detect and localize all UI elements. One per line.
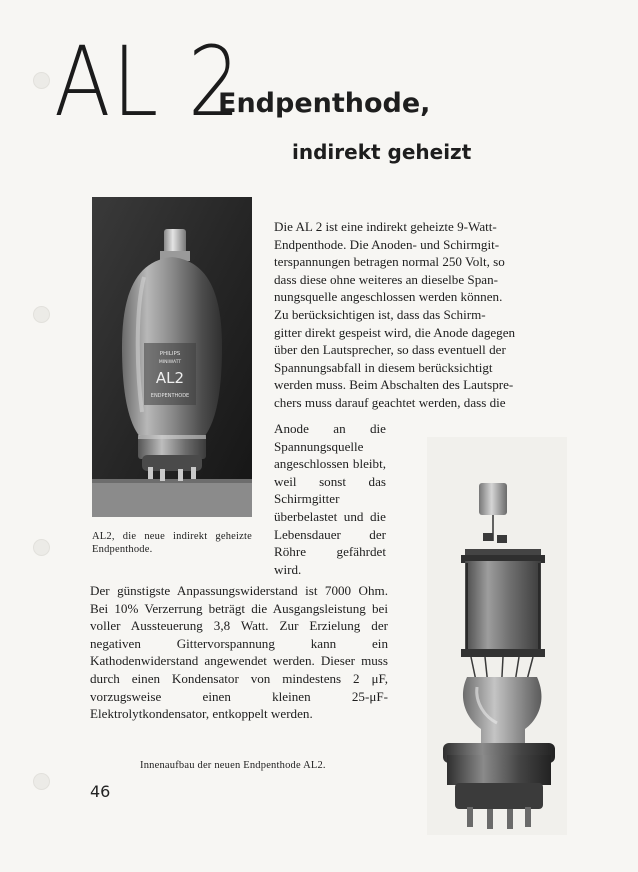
text-line: werden muss. Beim Abschalten des Lautspre- [274,377,514,393]
punch-hole [33,773,50,790]
paragraph-intro-continued: Anode an die Spannungsquelle angeschlossen bleibt, weil sonst das Schirmgitter überbelastet und die Lebensdauer der Röhre gefährdet wird. [274,421,386,577]
punch-hole [33,72,50,89]
text-line: Zu berücksichtigen ist, dass das Schirm- [274,306,486,322]
subtitle-heating-type: indirekt geheizt [292,140,472,164]
text-line: Die AL 2 ist eine indirekt geheizte 9-Watt- [274,219,497,234]
subtitle-tube-type: Endpenthode, [218,88,431,119]
text-line: nungsquelle angeschlossen werden können. [274,289,503,305]
text-line: chers muss darauf geachtet werden, dass die [274,394,506,410]
tube-label-line: ENDPENTHODE [150,393,190,399]
paragraph-load-resistance: Der günstigste Anpassungswiderstand ist 7000 Ohm. Bei 10% Verzerrung beträgt die Ausgangsleistung bei voller Aussteuerung 3,8 Watt. Zur Erzielung der negativen Gittervorspannung kann ein Kathodenwiderstand angewendet werden. Dieser muss durch einen Kondensator von mindestens 2 μF, vorzugsweise einen kleinen 25-μF-Elektrolytkondensator, entkoppelt werden. [90,583,388,722]
tube-interior-illustration [427,437,567,835]
page-number: 46 [90,782,111,801]
tube-exterior-photo [92,197,252,517]
text-line: über den Lautsprecher, so dass eventuell der [274,342,506,358]
text-line: terspannungen betragen normal 250 Volt, so [274,254,505,270]
tube-label-line: MINIWATT [158,360,182,365]
text-line: gitter direkt gespeist wird, die Anode dagegen [274,324,516,340]
tube-model-title: AL 2 [54,26,243,138]
tube-exterior-illustration [92,197,252,517]
tube-label-line: AL2 [155,369,185,387]
tube-interior-photo [427,437,567,835]
paragraph-intro [274,218,573,412]
punch-hole [33,539,50,556]
text-line: Endpenthode. Die Anoden- und Schirmgit- [274,236,500,252]
figure-caption-interior: Innenaufbau der neuen Endpenthode AL2. [140,760,326,771]
tube-label-line: PHILIPS [159,351,181,357]
text-line: Spannungsabfall in diesem berücksichtigt [274,359,493,375]
figure-caption-exterior: AL2, die neue indirekt geheizte Endpenthode. [92,531,252,555]
punch-hole [33,306,50,323]
text-line: dass diese ohne weiteres an dieselbe Span- [274,271,498,287]
